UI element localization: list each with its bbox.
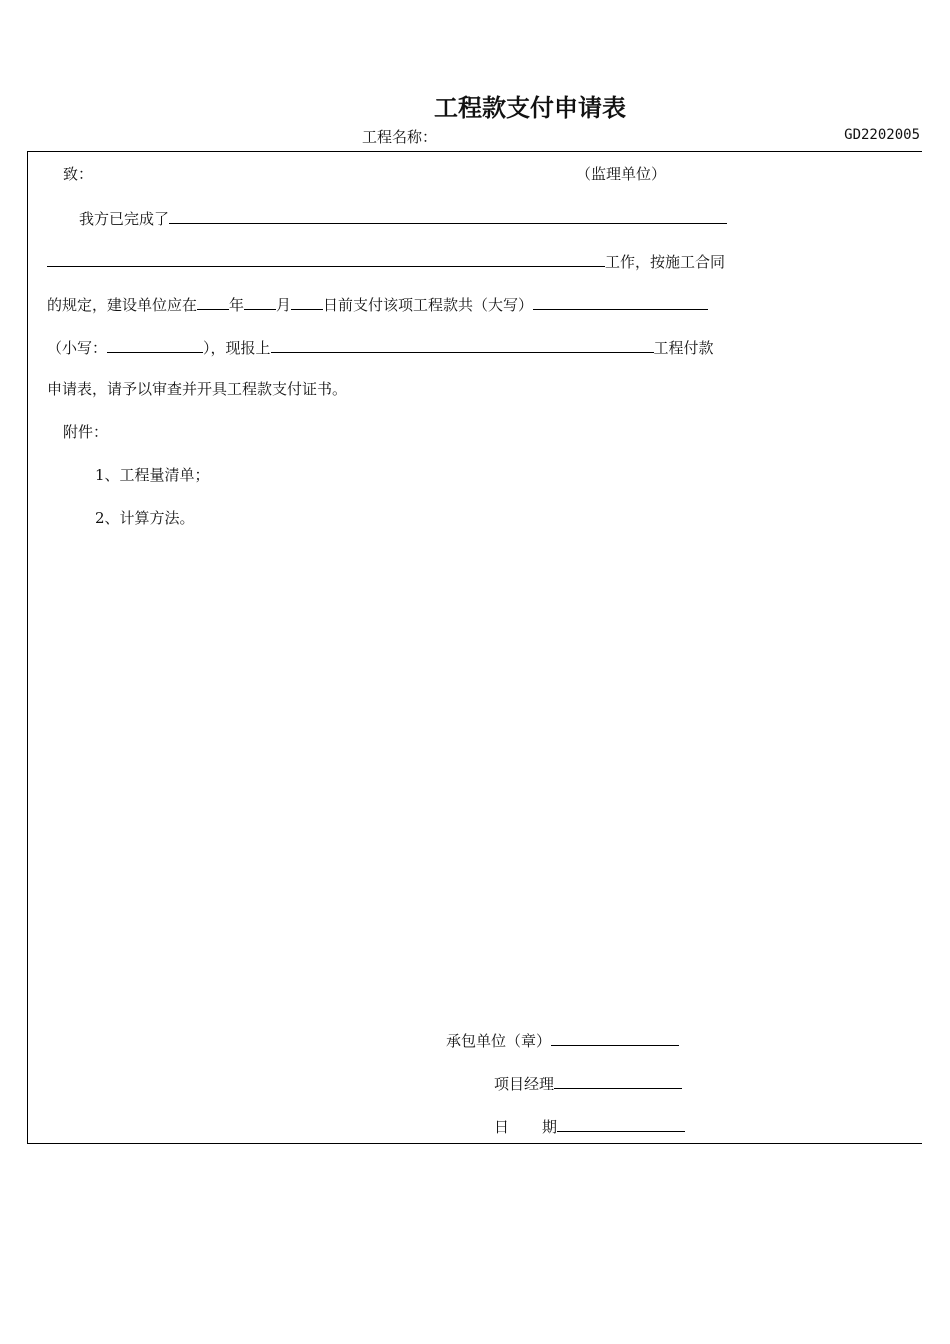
work-line bbox=[47, 249, 725, 272]
date-signature-line bbox=[494, 1114, 685, 1137]
day-blank[interactable] bbox=[291, 292, 323, 310]
to-label: 致： bbox=[63, 165, 94, 183]
request-text: 申请表，请予以审查并开具工程款支付证书。 bbox=[47, 380, 348, 398]
date-blank[interactable] bbox=[557, 1114, 685, 1132]
completed-line bbox=[79, 206, 727, 229]
page-title: 工程款支付申请表 bbox=[434, 94, 626, 122]
payment-form-text: 工程付款 bbox=[653, 339, 714, 357]
contractor-label: 承包单位（章） bbox=[446, 1032, 552, 1050]
contractor-blank[interactable] bbox=[551, 1028, 679, 1046]
manager-blank[interactable] bbox=[554, 1071, 682, 1089]
month-blank[interactable] bbox=[244, 292, 276, 310]
year-label: 年 bbox=[229, 296, 245, 314]
payment-text-b: 日前支付该项工程款共（大写） bbox=[323, 296, 534, 314]
manager-signature-line bbox=[494, 1071, 682, 1094]
attachment-item-1: 1、工程量清单； bbox=[95, 466, 210, 484]
date-label-1: 日 bbox=[494, 1118, 510, 1136]
contractor-signature-line bbox=[446, 1028, 679, 1051]
year-blank[interactable] bbox=[197, 292, 229, 310]
completed-work-blank[interactable] bbox=[169, 206, 727, 224]
project-name-label: 工程名称： bbox=[362, 128, 438, 146]
completed-text: 我方已完成了 bbox=[79, 210, 170, 228]
contract-text: 工作，按施工合同 bbox=[605, 253, 726, 271]
amount-lowercase-blank[interactable] bbox=[107, 335, 203, 353]
date-label-2: 期 bbox=[542, 1118, 558, 1136]
supervisor-unit-label: （监理单位） bbox=[576, 165, 667, 183]
report-text: ），现报上 bbox=[203, 339, 271, 357]
amount-uppercase-blank[interactable] bbox=[533, 292, 708, 310]
report-item-blank[interactable] bbox=[271, 335, 654, 353]
payment-date-line bbox=[47, 292, 708, 315]
manager-label: 项目经理 bbox=[494, 1075, 555, 1093]
attachment-item-2: 2、计算方法。 bbox=[95, 509, 195, 527]
month-label: 月 bbox=[276, 296, 292, 314]
work-name-blank[interactable] bbox=[47, 249, 605, 267]
form-code: GD2202005 bbox=[844, 127, 920, 143]
attachments-label: 附件： bbox=[63, 423, 109, 441]
amount-line bbox=[47, 335, 714, 358]
payment-text-a: 的规定，建设单位应在 bbox=[47, 296, 198, 314]
lowercase-open: （小写： bbox=[47, 339, 108, 357]
